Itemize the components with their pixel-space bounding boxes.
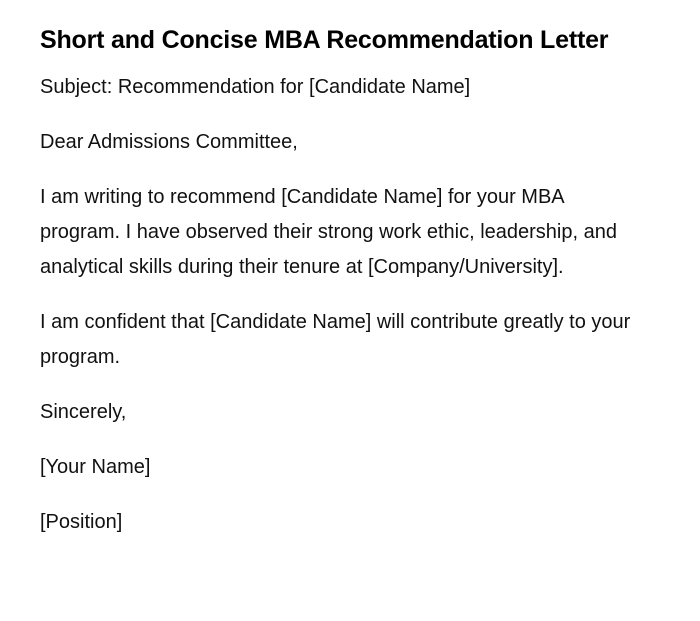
signature-position: [Position] [40, 511, 123, 533]
body-paragraph-2: I am confident that [Candidate Name] will contribute greatly to your program. [40, 311, 631, 368]
closing: Sincerely, [40, 401, 127, 423]
subject-line: Subject: Recommendation for [Candidate Name] [40, 76, 471, 98]
salutation: Dear Admissions Committee, [40, 131, 298, 153]
signature-name: [Your Name] [40, 456, 151, 478]
body-paragraph-1: I am writing to recommend [Candidate Name] for your MBA program. I have observed their strong work ethic, leadership, and analytical skills during their tenure at [Company/University]. [40, 186, 617, 278]
page-title: Short and Concise MBA Recommendation Letter [40, 26, 609, 54]
letter-document [40, 22, 640, 540]
